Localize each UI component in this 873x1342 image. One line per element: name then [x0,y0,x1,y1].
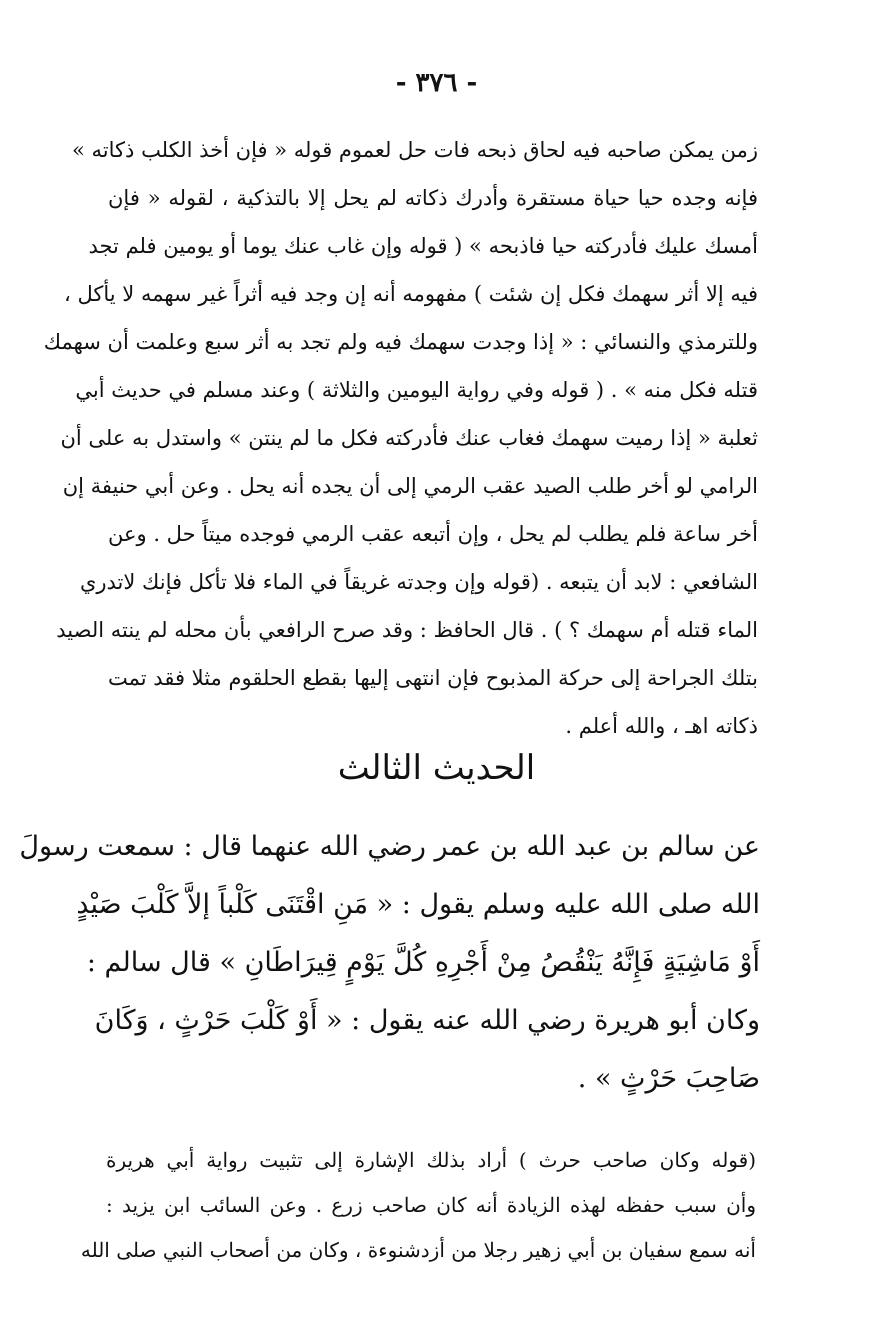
commentary-line: أمسك عليك فأدركته حيا فاذبحه » ( قوله وإن غاب عنك يوما أو يومين فلم تجد [88,234,758,258]
commentary-paragraph [43,126,758,750]
commentary-line: بتلك الجراحة إلى حركة المذبوح فإن انتهى إليها بقطع الحلقوم مثلا فقد تمت [108,666,758,690]
notes-line: أنه سمع سفيان بن أبي زهير رجلا من أزدشنوءة ، وكان من أصحاب النبي صلى الله [80,1238,756,1262]
hadith-line: صَاحِبَ حَرْثٍ » . [577,1063,760,1094]
commentary-line: أخر ساعة فلم يطلب لم يحل ، وإن أتبعه عقب الرمي فوجده ميتاً حل . وعن [108,522,758,546]
hadith-line: وكان أبو هريرة رضي الله عنه يقول : « أَوْ كَلْبَ حَرْثٍ ، وَكَانَ [94,1005,760,1036]
hadith-line: أَوْ مَاشِيَةٍ فَإِنَّهُ يَنْقُصُ مِنْ أَجْرِهِ كُلَّ يَوْمٍ قِيرَاطَانِ » قال سالم : [86,947,760,978]
hadith-line: الله صلى الله عليه وسلم يقول : « مَنِ اقْتَنَى كَلْباً إلاَّ كَلْبَ صَيْدٍ [76,889,760,920]
commentary-line: فإنه وجده حيا حياة مستقرة وأدرك ذكاته لم يحل إلا بالتذكية ، لقوله « فإن [108,186,758,210]
hadith-text [19,818,760,1108]
commentary-line: الرامي لو أخر طلب الصيد عقب الرمي إلى أن يجده أنه يحل . وعن أبي حنيفة إن [62,474,758,498]
page-number: - ٣٧٦ - [395,68,478,98]
commentary-line: الماء قتله أم سهمك ؟ ) . قال الحافظ : وقد صرح الرافعي بأن محله لم ينته الصيد [56,618,758,642]
commentary-line: ذكاته اهـ ، والله أعلم . [565,714,758,738]
commentary-line: ثعلبة « إذا رميت سهمك فغاب عنك فأدركته فكل ما لم ينتن » واستدل به على أن [60,426,758,450]
notes-paragraph [80,1138,756,1273]
commentary-line: فيه إلا أثر سهمك فكل إن شئت ) مفهومه أنه إن وجد فيه أثراً غير سهمه لا يأكل ، [64,282,758,306]
commentary-line: زمن يمكن صاحبه فيه لحاق ذبحه فات حل لعموم قوله « فإن أخذ الكلب ذكاته » [72,138,758,162]
section-title: الحديث الثالث [337,748,536,788]
commentary-line: الشافعي : لابد أن يتبعه . (قوله وإن وجدته غريقاً في الماء فلا تأكل فإنك لاتدري [79,570,758,594]
notes-line: (قوله وكان صاحب حرث ) أراد بذلك الإشارة إلى تثبيت رواية أبي هريرة [106,1148,756,1172]
notes-line: وأن سبب حفظه لهذه الزيادة أنه كان صاحب زرع . وعن السائب ابن يزيد : [106,1193,756,1217]
hadith-line: عن سالم بن عبد الله بن عمر رضي الله عنهما قال : سمعت رسولَ [19,831,760,862]
commentary-line: قتله فكل منه » . ( قوله وفي رواية اليومين والثلاثة ) وعند مسلم في حديث أبي [75,378,758,402]
commentary-line: وللترمذي والنسائي : « إذا وجدت سهمك فيه ولم تجد به أثر سبع وعلمت أن سهمك [43,330,758,354]
